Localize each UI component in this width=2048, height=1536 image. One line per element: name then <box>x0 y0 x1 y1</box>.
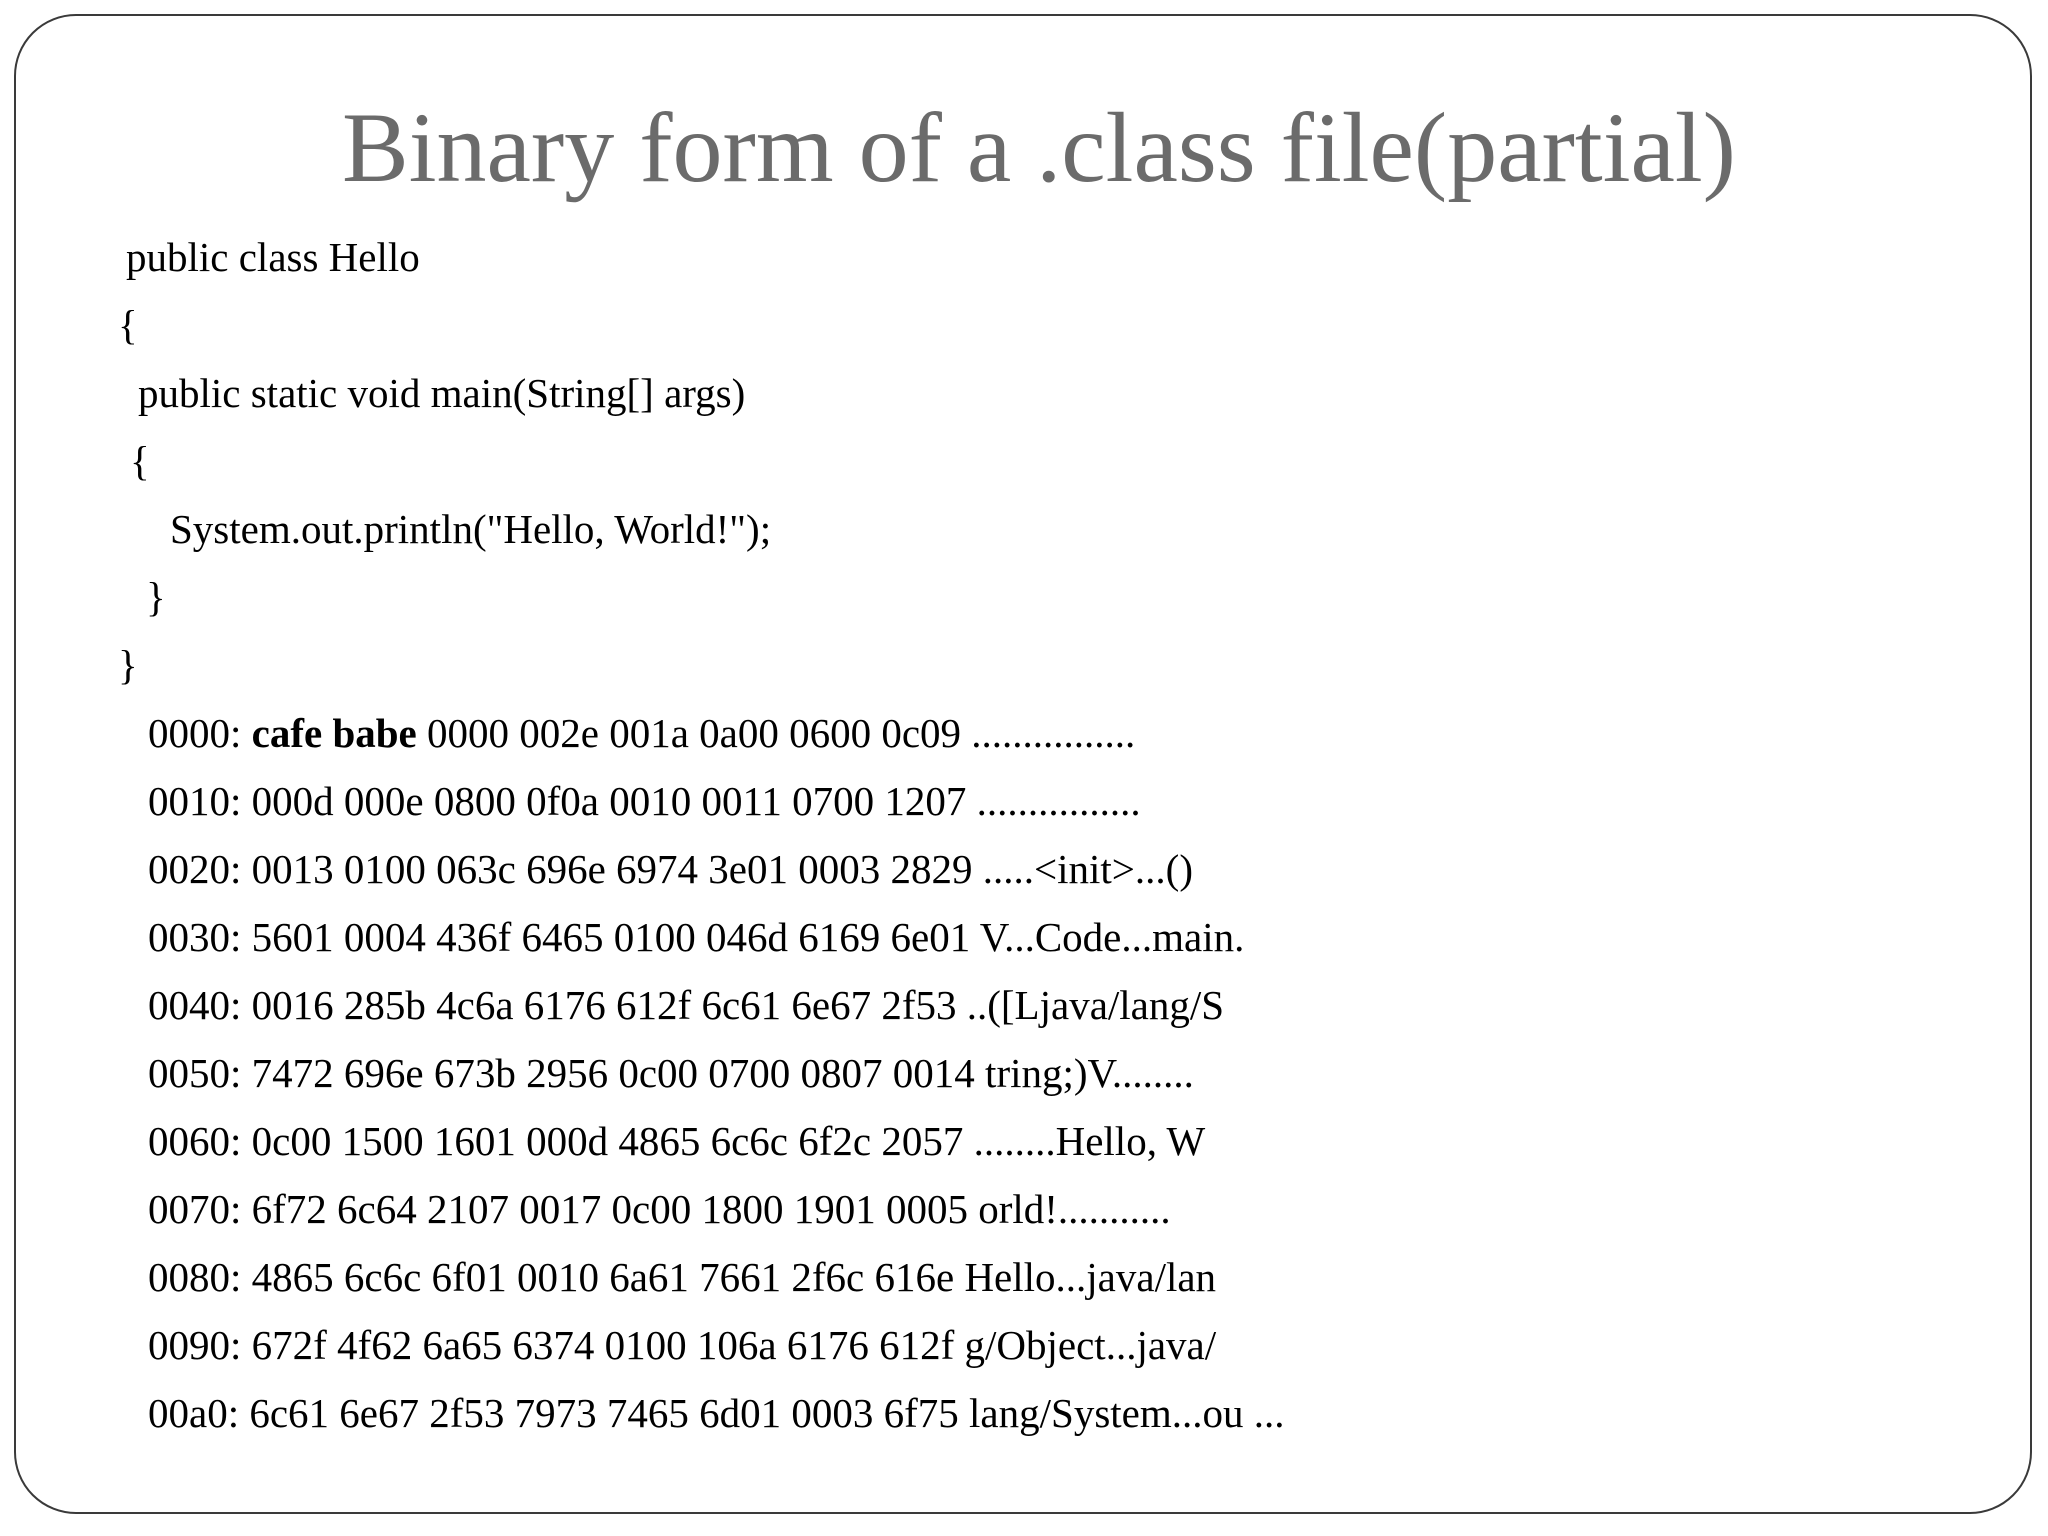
hex-bytes: 6c61 6e67 2f53 7973 7465 6d01 0003 6f75 lang/System...ou ... <box>249 1390 1285 1436</box>
hex-dump-line <box>148 976 1224 1034</box>
hex-offset: 0020: <box>148 846 242 892</box>
source-line: public static void main(String[] args) <box>138 370 746 416</box>
hex-bytes: 0c00 1500 1601 000d 4865 6c6c 6f2c 2057 ........Hello, W <box>251 1118 1206 1164</box>
hex-bytes: 7472 696e 673b 2956 0c00 0700 0807 0014 tring;)V........ <box>251 1050 1194 1096</box>
hex-dump-line <box>148 1044 1194 1102</box>
hex-bytes: 672f 4f62 6a65 6374 0100 106a 6176 612f g/Object...java/ <box>251 1322 1217 1368</box>
hex-dump-line <box>148 1180 1171 1238</box>
hex-bytes: 4865 6c6c 6f01 0010 6a61 7661 2f6c 616e Hello...java/lan <box>251 1254 1217 1300</box>
hex-dump-line <box>148 1384 1285 1442</box>
hex-bytes: 0016 285b 4c6a 6176 612f 6c61 6e67 2f53 ..([Ljava/lang/S <box>251 982 1225 1028</box>
magic-number: cafe babe <box>251 710 417 756</box>
hex-dump-line <box>148 1248 1216 1306</box>
source-line: { <box>118 302 138 348</box>
hex-dump-line <box>148 840 1193 898</box>
source-line: public class Hello <box>126 234 420 280</box>
source-line: System.out.println("Hello, World!"); <box>170 506 772 552</box>
hex-dump-line <box>148 1316 1216 1374</box>
source-line: { <box>130 438 150 484</box>
hex-offset: 0000: <box>148 710 242 756</box>
hex-offset: 0070: <box>148 1186 242 1232</box>
hex-dump-line <box>148 1112 1205 1170</box>
hex-offset: 0060: <box>148 1118 242 1164</box>
hex-offset: 0030: <box>148 914 242 960</box>
hex-bytes: 5601 0004 436f 6465 0100 046d 6169 6e01 V...Code...main. <box>251 914 1245 960</box>
hex-offset: 0090: <box>148 1322 242 1368</box>
hex-offset: 0080: <box>148 1254 242 1300</box>
slide-title: Binary form of a .class file(partial) <box>342 92 1736 203</box>
hex-dump-line <box>148 704 1135 762</box>
hex-bytes: 0013 0100 063c 696e 6974 3e01 0003 2829 .....<init>...() <box>251 846 1193 892</box>
hex-bytes: 000d 000e 0800 0f0a 0010 0011 0700 1207 ................ <box>251 778 1141 824</box>
source-line: } <box>146 574 166 620</box>
source-line: } <box>118 642 138 688</box>
hex-bytes: 6f72 6c64 2107 0017 0c00 1800 1901 0005 orld!........... <box>251 1186 1171 1232</box>
hex-offset: 0040: <box>148 982 242 1028</box>
hex-bytes: 0000 002e 001a 0a00 0600 0c09 ................ <box>427 710 1136 756</box>
hex-dump-line <box>148 772 1141 830</box>
hex-offset: 0010: <box>148 778 242 824</box>
hex-offset: 0050: <box>148 1050 242 1096</box>
hex-offset: 00a0: <box>148 1390 240 1436</box>
hex-dump-line <box>148 908 1244 966</box>
